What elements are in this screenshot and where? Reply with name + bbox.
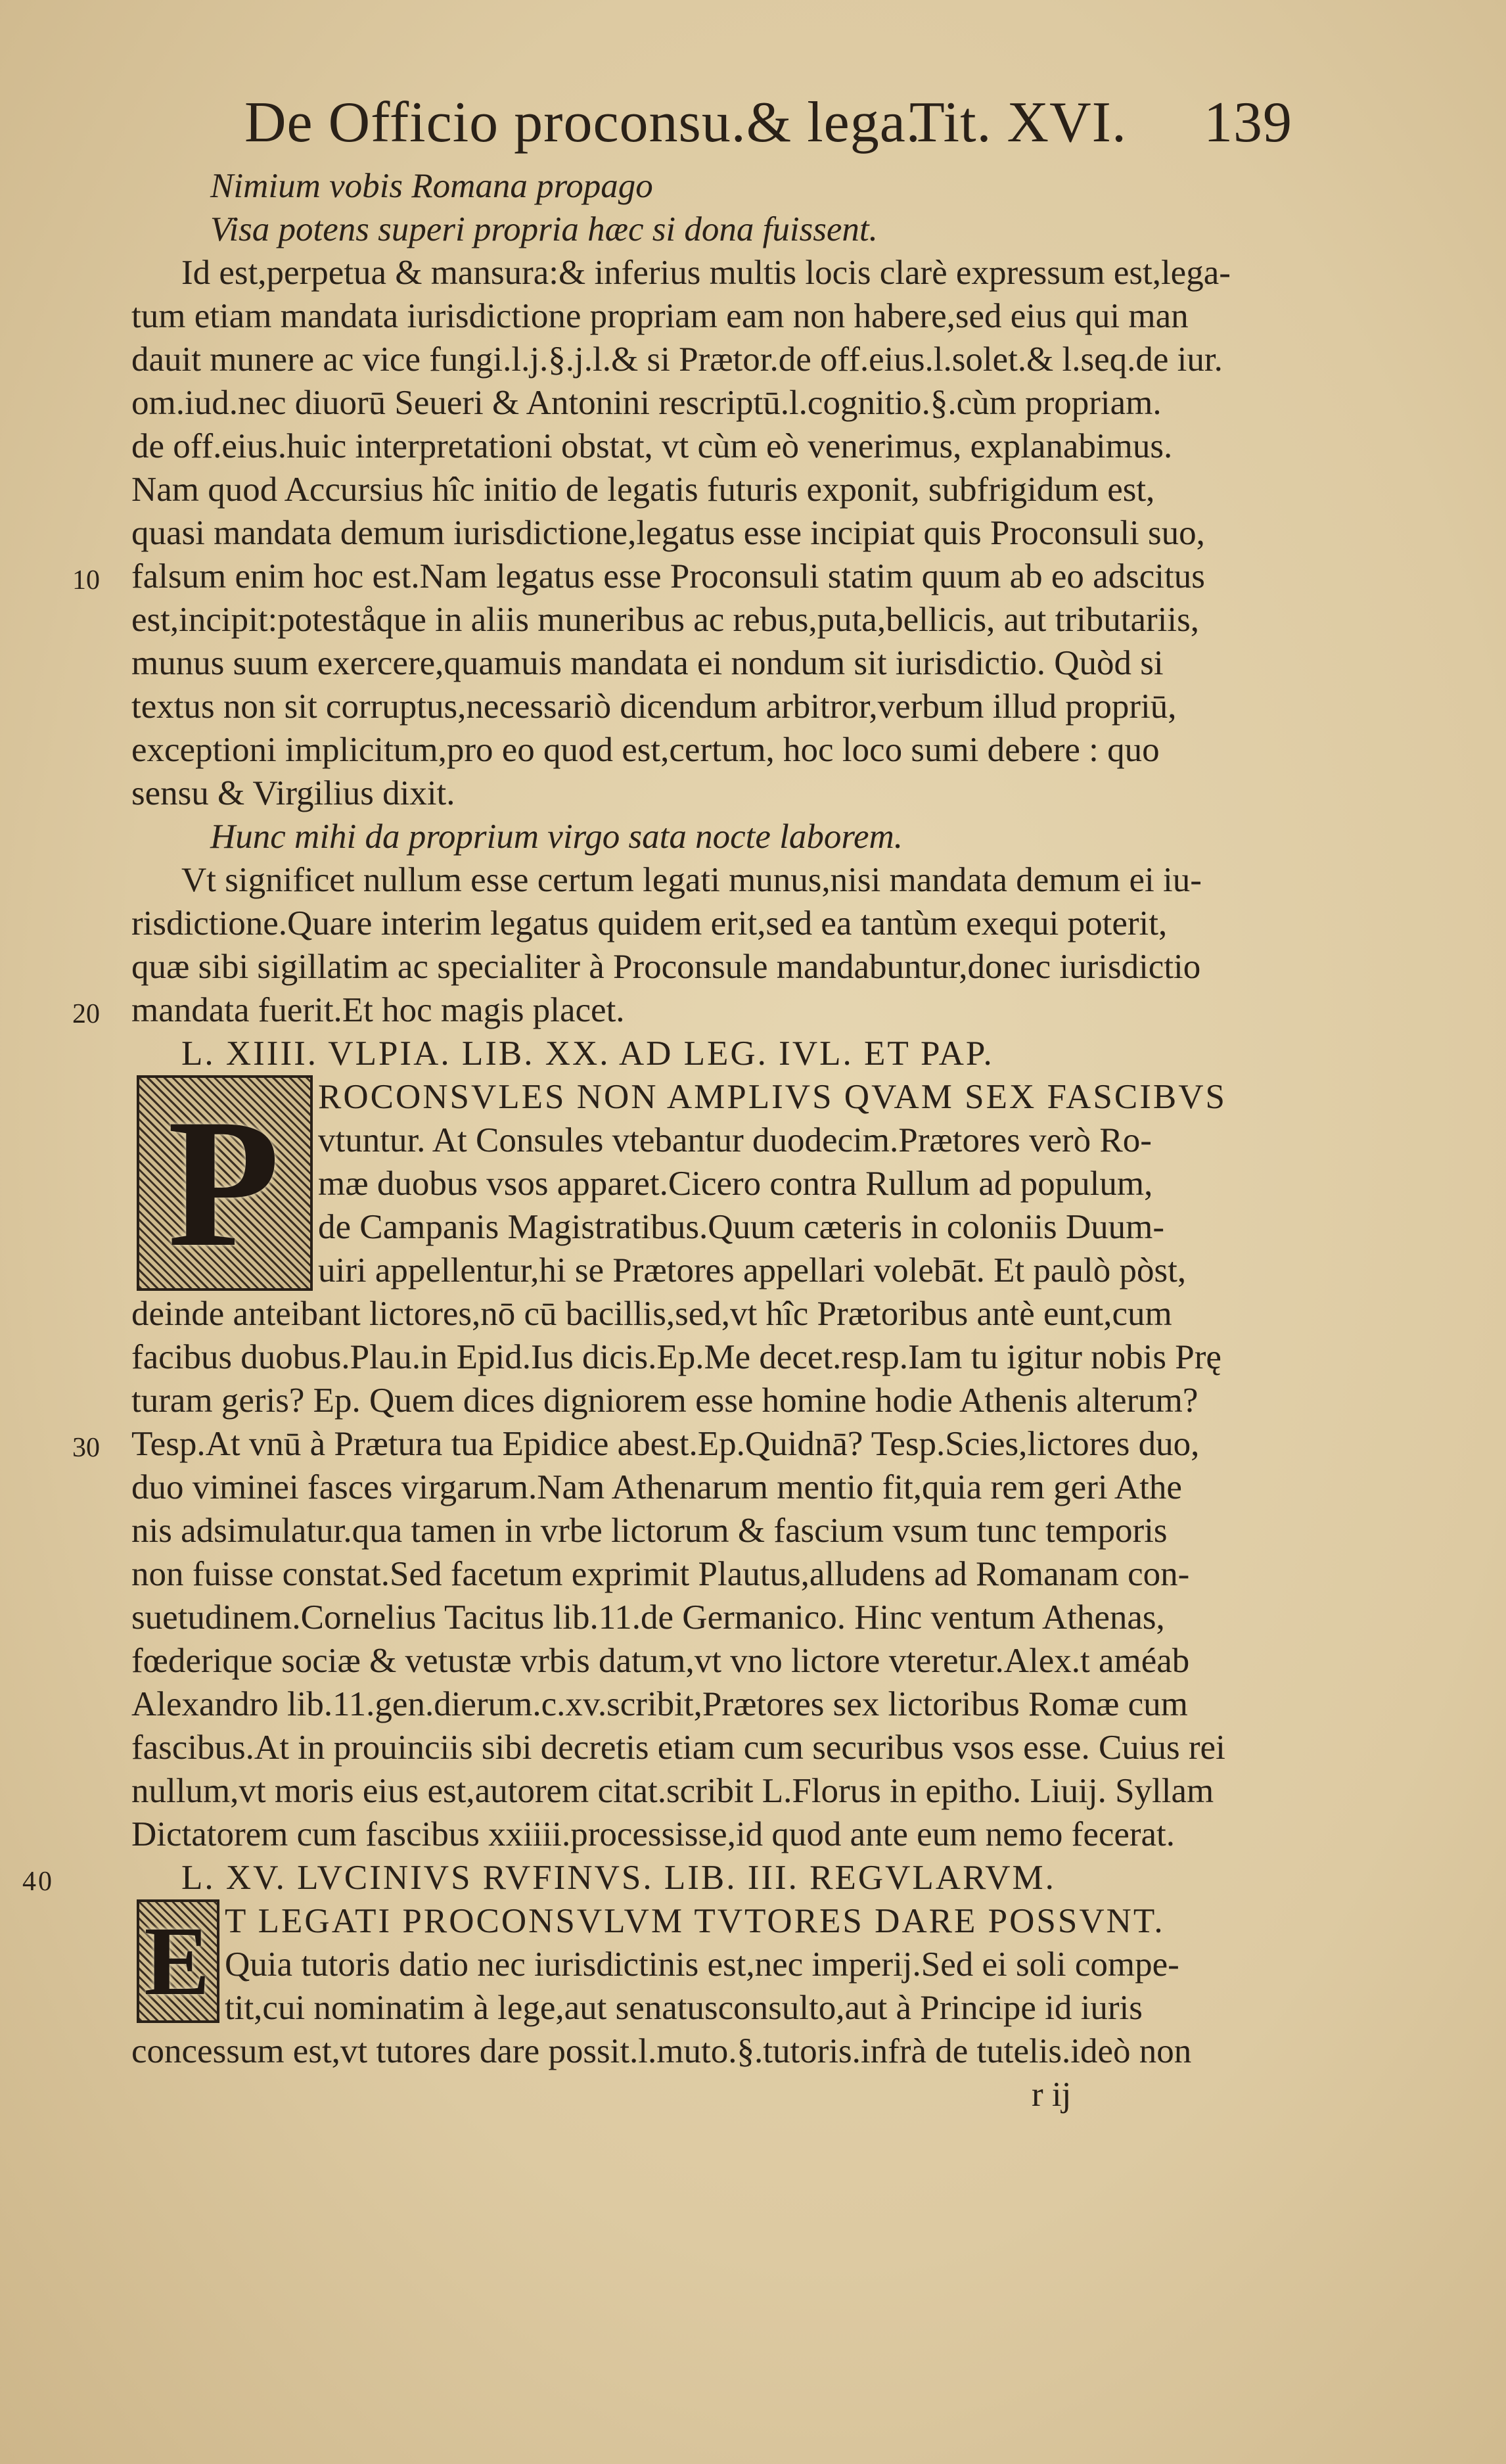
text-line: deinde anteibant lictores,nō cū bacillis,sed,vt hîc Prætoribus antè eunt,cum xyxy=(131,1295,1172,1333)
text-line: de off.eius.huic interpretationi obstat, vt cùm eò venerimus, explanabimus. xyxy=(131,427,1173,465)
text-line: fascibus.At in prouinciis sibi decretis etiam cum securibus vsos esse. Cuius rei xyxy=(131,1729,1225,1767)
header-title: De Officio proconsu.& lega. xyxy=(244,91,921,154)
line-text: Tesp.At vnū à Prætura tua Epidice abest.Ep.Quidnā? Tesp.Scies,lictores duo, xyxy=(131,1425,1200,1463)
law-heading xyxy=(22,1856,1275,1899)
text-line: concessum est,vt tutores dare possit.l.muto.§.tutoris.infrà de tutelis.ideò non xyxy=(131,2032,1192,2070)
text-line: om.iud.nec diuorū Seueri & Antonini rescriptū.l.cognitio.§.cùm propriam. xyxy=(131,384,1162,422)
verse-line: Nimium vobis Romana propago xyxy=(210,167,653,205)
text-body xyxy=(22,164,1275,2116)
text-line xyxy=(72,1422,1275,1466)
text-line: fœderique sociæ & vetustæ vrbis datum,vt vno lictore vteretur.Alex.t améab xyxy=(131,1642,1190,1680)
page-number: 139 xyxy=(1204,91,1292,154)
text-line: nullum,vt moris eius est,autorem citat.scribit L.Florus in epitho. Liuij. Syllam xyxy=(131,1772,1214,1810)
text-line: est,incipit:poteståque in aliis muneribus ac rebus,puta,bellicis, aut tributariis, xyxy=(131,601,1199,639)
text-line: Id est,perpetua & mansura:& inferius multis locis clarè expressum est,lega- xyxy=(181,254,1231,292)
header-titulus: Tit. XVI. xyxy=(909,91,1127,154)
line-text: L. XV. LVCINIVS RVFINVS. LIB. III. REGVLARVM. xyxy=(181,1859,1056,1897)
text-line: sensu & Virgilius dixit. xyxy=(131,774,455,812)
text-line: munus suum exercere,quamuis mandata ei nondum sit iurisdictio. Quòd si xyxy=(131,644,1164,682)
text-line: turam geris? Ep. Quem dices digniorem esse homine hodie Athenis alterum? xyxy=(131,1382,1198,1420)
signature-mark: r ij xyxy=(1032,2076,1072,2114)
line-text: T LEGATI PROCONSVLVM TVTORES DARE POSSVNT. xyxy=(225,1902,1165,1940)
text-line: quasi mandata demum iurisdictione,legatus esse incipiat quis Proconsuli suo, xyxy=(131,514,1205,552)
verse-line: Hunc mihi da proprium virgo sata nocte laborem. xyxy=(210,818,903,856)
line-number: 10 xyxy=(72,565,100,595)
line-text: ROCONSVLES NON AMPLIVS QVAM SEX FASCIBVS xyxy=(318,1078,1227,1116)
line-text: falsum enim hoc est.Nam legatus esse Proconsuli statim quum ab eo adscitus xyxy=(131,557,1205,595)
text-line: exceptioni implicitum,pro eo quod est,certum, hoc loco sumi debere : quo xyxy=(131,731,1160,769)
line-number: 30 xyxy=(72,1433,100,1463)
text-line: Vt significet nullum esse certum legati munus,nisi mandata demum ei iu- xyxy=(181,861,1202,899)
text-line: Alexandro lib.11.gen.dierum.c.xv.scribit,Prætores sex lictoribus Romæ cum xyxy=(131,1685,1188,1723)
text-line: textus non sit corruptus,necessariò dicendum arbitror,verbum illud propriū, xyxy=(131,687,1177,726)
text-line: duo viminei fasces virgarum.Nam Athenarum mentio fit,quia rem geri Athe xyxy=(131,1468,1182,1506)
line-number: 20 xyxy=(72,999,100,1029)
verse-line: Visa potens superi propria hæc si dona fuissent. xyxy=(210,210,878,248)
text-line: Quia tutoris datio nec iurisdictinis est,nec imperij.Sed ei soli compe- xyxy=(225,1945,1179,1984)
initial-letter: P xyxy=(167,1081,283,1285)
text-line: non fuisse constat.Sed facetum exprimit Plautus,alludens ad Romanam con- xyxy=(131,1555,1190,1593)
text-line xyxy=(72,988,1275,1032)
text-line: de Campanis Magistratibus.Quum cæteris in coloniis Duum- xyxy=(318,1208,1165,1246)
line-number: 40 xyxy=(22,1867,54,1897)
text-line: risdictione.Quare interim legatus quidem erit,sed ea tantùm exequi poterit, xyxy=(131,904,1168,942)
text-line xyxy=(72,555,1275,598)
running-header xyxy=(244,87,1292,159)
text-line: dauit munere ac vice fungi.l.j.§.j.l.& si Prætor.de off.eius.l.solet.& l.seq.de iur. xyxy=(131,340,1223,379)
line-text: mandata fuerit.Et hoc magis placet. xyxy=(131,991,625,1029)
text-line: quæ sibi sigillatim ac specialiter à Proconsule mandabuntur,donec iurisdictio xyxy=(131,948,1201,986)
text-line: tum etiam mandata iurisdictione propriam eam non habere,sed eius qui man xyxy=(131,297,1189,335)
initial-letter: E xyxy=(144,1907,212,2016)
text-line: facibus duobus.Plau.in Epid.Ius dicis.Ep.Me decet.resp.Iam tu igitur nobis Prę xyxy=(131,1338,1221,1376)
text-line: Nam quod Accursius hîc initio de legatis futuris exponit, subfrigidum est, xyxy=(131,471,1155,509)
text-line: tit,cui nominatim à lege,aut senatusconsulto,aut à Principe id iuris xyxy=(225,1989,1143,2027)
law-heading: L. XIIII. VLPIA. LIB. XX. AD LEG. IVL. ET PAP. xyxy=(181,1034,994,1073)
text-line: uiri appellentur,hi se Prætores appellari volebāt. Et paulò pòst, xyxy=(318,1251,1187,1290)
text-line: nis adsimulatur.qua tamen in vrbe lictorum & fascium vsum tunc temporis xyxy=(131,1512,1168,1550)
text-line: vtuntur. At Consules vtebantur duodecim.Prætores verò Ro- xyxy=(318,1121,1152,1159)
text-line: suetudinem.Cornelius Tacitus lib.11.de Germanico. Hinc ventum Athenas, xyxy=(131,1598,1165,1637)
text-line: mæ duobus vsos apparet.Cicero contra Rullum ad populum, xyxy=(318,1165,1153,1203)
text-line: Dictatorem cum fascibus xxiiii.processisse,id quod ante eum nemo fecerat. xyxy=(131,1815,1175,1853)
